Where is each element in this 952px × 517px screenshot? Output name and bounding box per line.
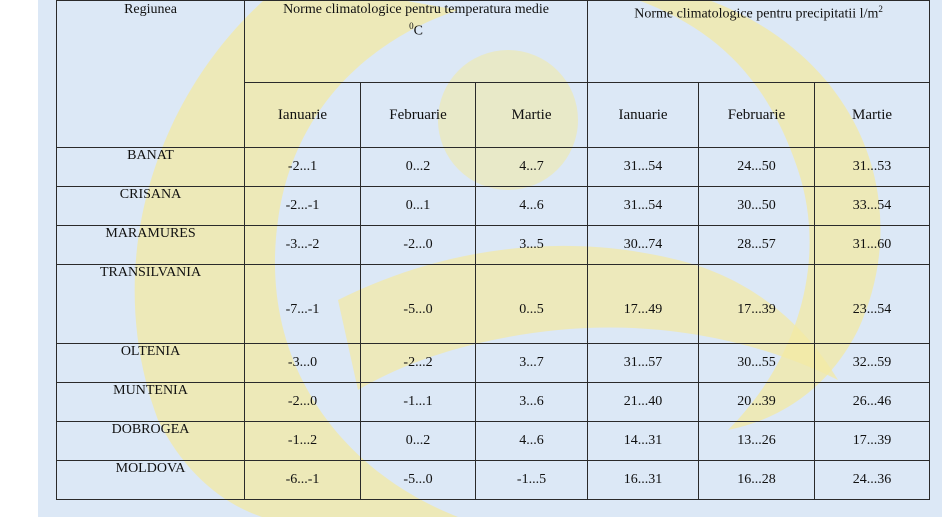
value-cell: 13...26 — [699, 422, 815, 461]
region-cell: DOBROGEA — [57, 422, 245, 461]
value-cell: 3...6 — [476, 383, 588, 422]
value-cell: 26...46 — [815, 383, 930, 422]
value-cell: 31...53 — [815, 148, 930, 187]
value-cell: 4...6 — [476, 187, 588, 226]
value-cell: 24...36 — [815, 461, 930, 500]
value-cell: 17...39 — [815, 422, 930, 461]
value-cell: 21...40 — [588, 383, 699, 422]
value-cell: 14...31 — [588, 422, 699, 461]
value-cell: 16...28 — [699, 461, 815, 500]
table-row — [57, 265, 930, 344]
value-cell: -1...2 — [245, 422, 361, 461]
value-cell: 28...57 — [699, 226, 815, 265]
table-row — [57, 383, 930, 422]
region-cell: BANAT — [57, 148, 245, 187]
value-cell: 30...74 — [588, 226, 699, 265]
value-cell: 31...60 — [815, 226, 930, 265]
value-cell: 17...49 — [588, 265, 699, 344]
value-cell: 30...50 — [699, 187, 815, 226]
month-header-precip-feb: Februarie — [699, 83, 815, 148]
region-cell: MARAMURES — [57, 226, 245, 265]
temperature-group-label: Norme climatologice pentru temperatura medie — [283, 2, 549, 17]
temperature-group-header — [245, 1, 588, 83]
value-cell: 4...6 — [476, 422, 588, 461]
precipitation-unit-exponent: 2 — [878, 4, 883, 14]
table-row — [57, 344, 930, 383]
month-header-temp-feb: Februarie — [361, 83, 476, 148]
precipitation-group-label: Norme climatologice pentru precipitatii l/m — [634, 6, 879, 22]
value-cell: 32...59 — [815, 344, 930, 383]
value-cell: -5...0 — [361, 265, 476, 344]
table-row — [57, 148, 930, 187]
value-cell: -6...-1 — [245, 461, 361, 500]
month-header-precip-jan: Ianuarie — [588, 83, 699, 148]
value-cell: -2...0 — [245, 383, 361, 422]
value-cell: 31...57 — [588, 344, 699, 383]
region-cell: OLTENIA — [57, 344, 245, 383]
month-header-temp-mar: Martie — [476, 83, 588, 148]
value-cell: 33...54 — [815, 187, 930, 226]
region-cell: MUNTENIA — [57, 383, 245, 422]
value-cell: 0...2 — [361, 148, 476, 187]
value-cell: -7...-1 — [245, 265, 361, 344]
value-cell: -3...-2 — [245, 226, 361, 265]
value-cell: 30...55 — [699, 344, 815, 383]
value-cell: 0...5 — [476, 265, 588, 344]
value-cell: -2...2 — [361, 344, 476, 383]
value-cell: 16...31 — [588, 461, 699, 500]
table-row — [57, 187, 930, 226]
value-cell: -5...0 — [361, 461, 476, 500]
value-cell: 3...7 — [476, 344, 588, 383]
value-cell: 23...54 — [815, 265, 930, 344]
table-row — [57, 461, 930, 500]
value-cell: 4...7 — [476, 148, 588, 187]
value-cell: 31...54 — [588, 148, 699, 187]
table-row — [57, 226, 930, 265]
region-column-header — [57, 1, 245, 148]
region-header-label: Regiunea — [124, 2, 177, 17]
value-cell: -3...0 — [245, 344, 361, 383]
precipitation-group-header — [588, 1, 930, 83]
month-header-precip-mar: Martie — [815, 83, 930, 148]
value-cell: 20...39 — [699, 383, 815, 422]
value-cell: 0...1 — [361, 187, 476, 226]
header-row-groups — [57, 1, 930, 83]
region-cell: CRISANA — [57, 187, 245, 226]
table-row — [57, 422, 930, 461]
value-cell: 17...39 — [699, 265, 815, 344]
value-cell: 31...54 — [588, 187, 699, 226]
value-cell: -2...1 — [245, 148, 361, 187]
value-cell: 0...2 — [361, 422, 476, 461]
page-right-edge — [942, 0, 952, 517]
temperature-unit: C — [413, 23, 423, 39]
value-cell: 3...5 — [476, 226, 588, 265]
value-cell: 24...50 — [699, 148, 815, 187]
value-cell: -2...0 — [361, 226, 476, 265]
value-cell: -1...5 — [476, 461, 588, 500]
region-cell: TRANSILVANIA — [57, 265, 245, 344]
climate-norms-table — [56, 0, 930, 500]
temperature-unit-degree: 0 — [409, 21, 414, 31]
value-cell: -2...-1 — [245, 187, 361, 226]
month-header-temp-jan: Ianuarie — [245, 83, 361, 148]
region-cell: MOLDOVA — [57, 461, 245, 500]
value-cell: -1...1 — [361, 383, 476, 422]
